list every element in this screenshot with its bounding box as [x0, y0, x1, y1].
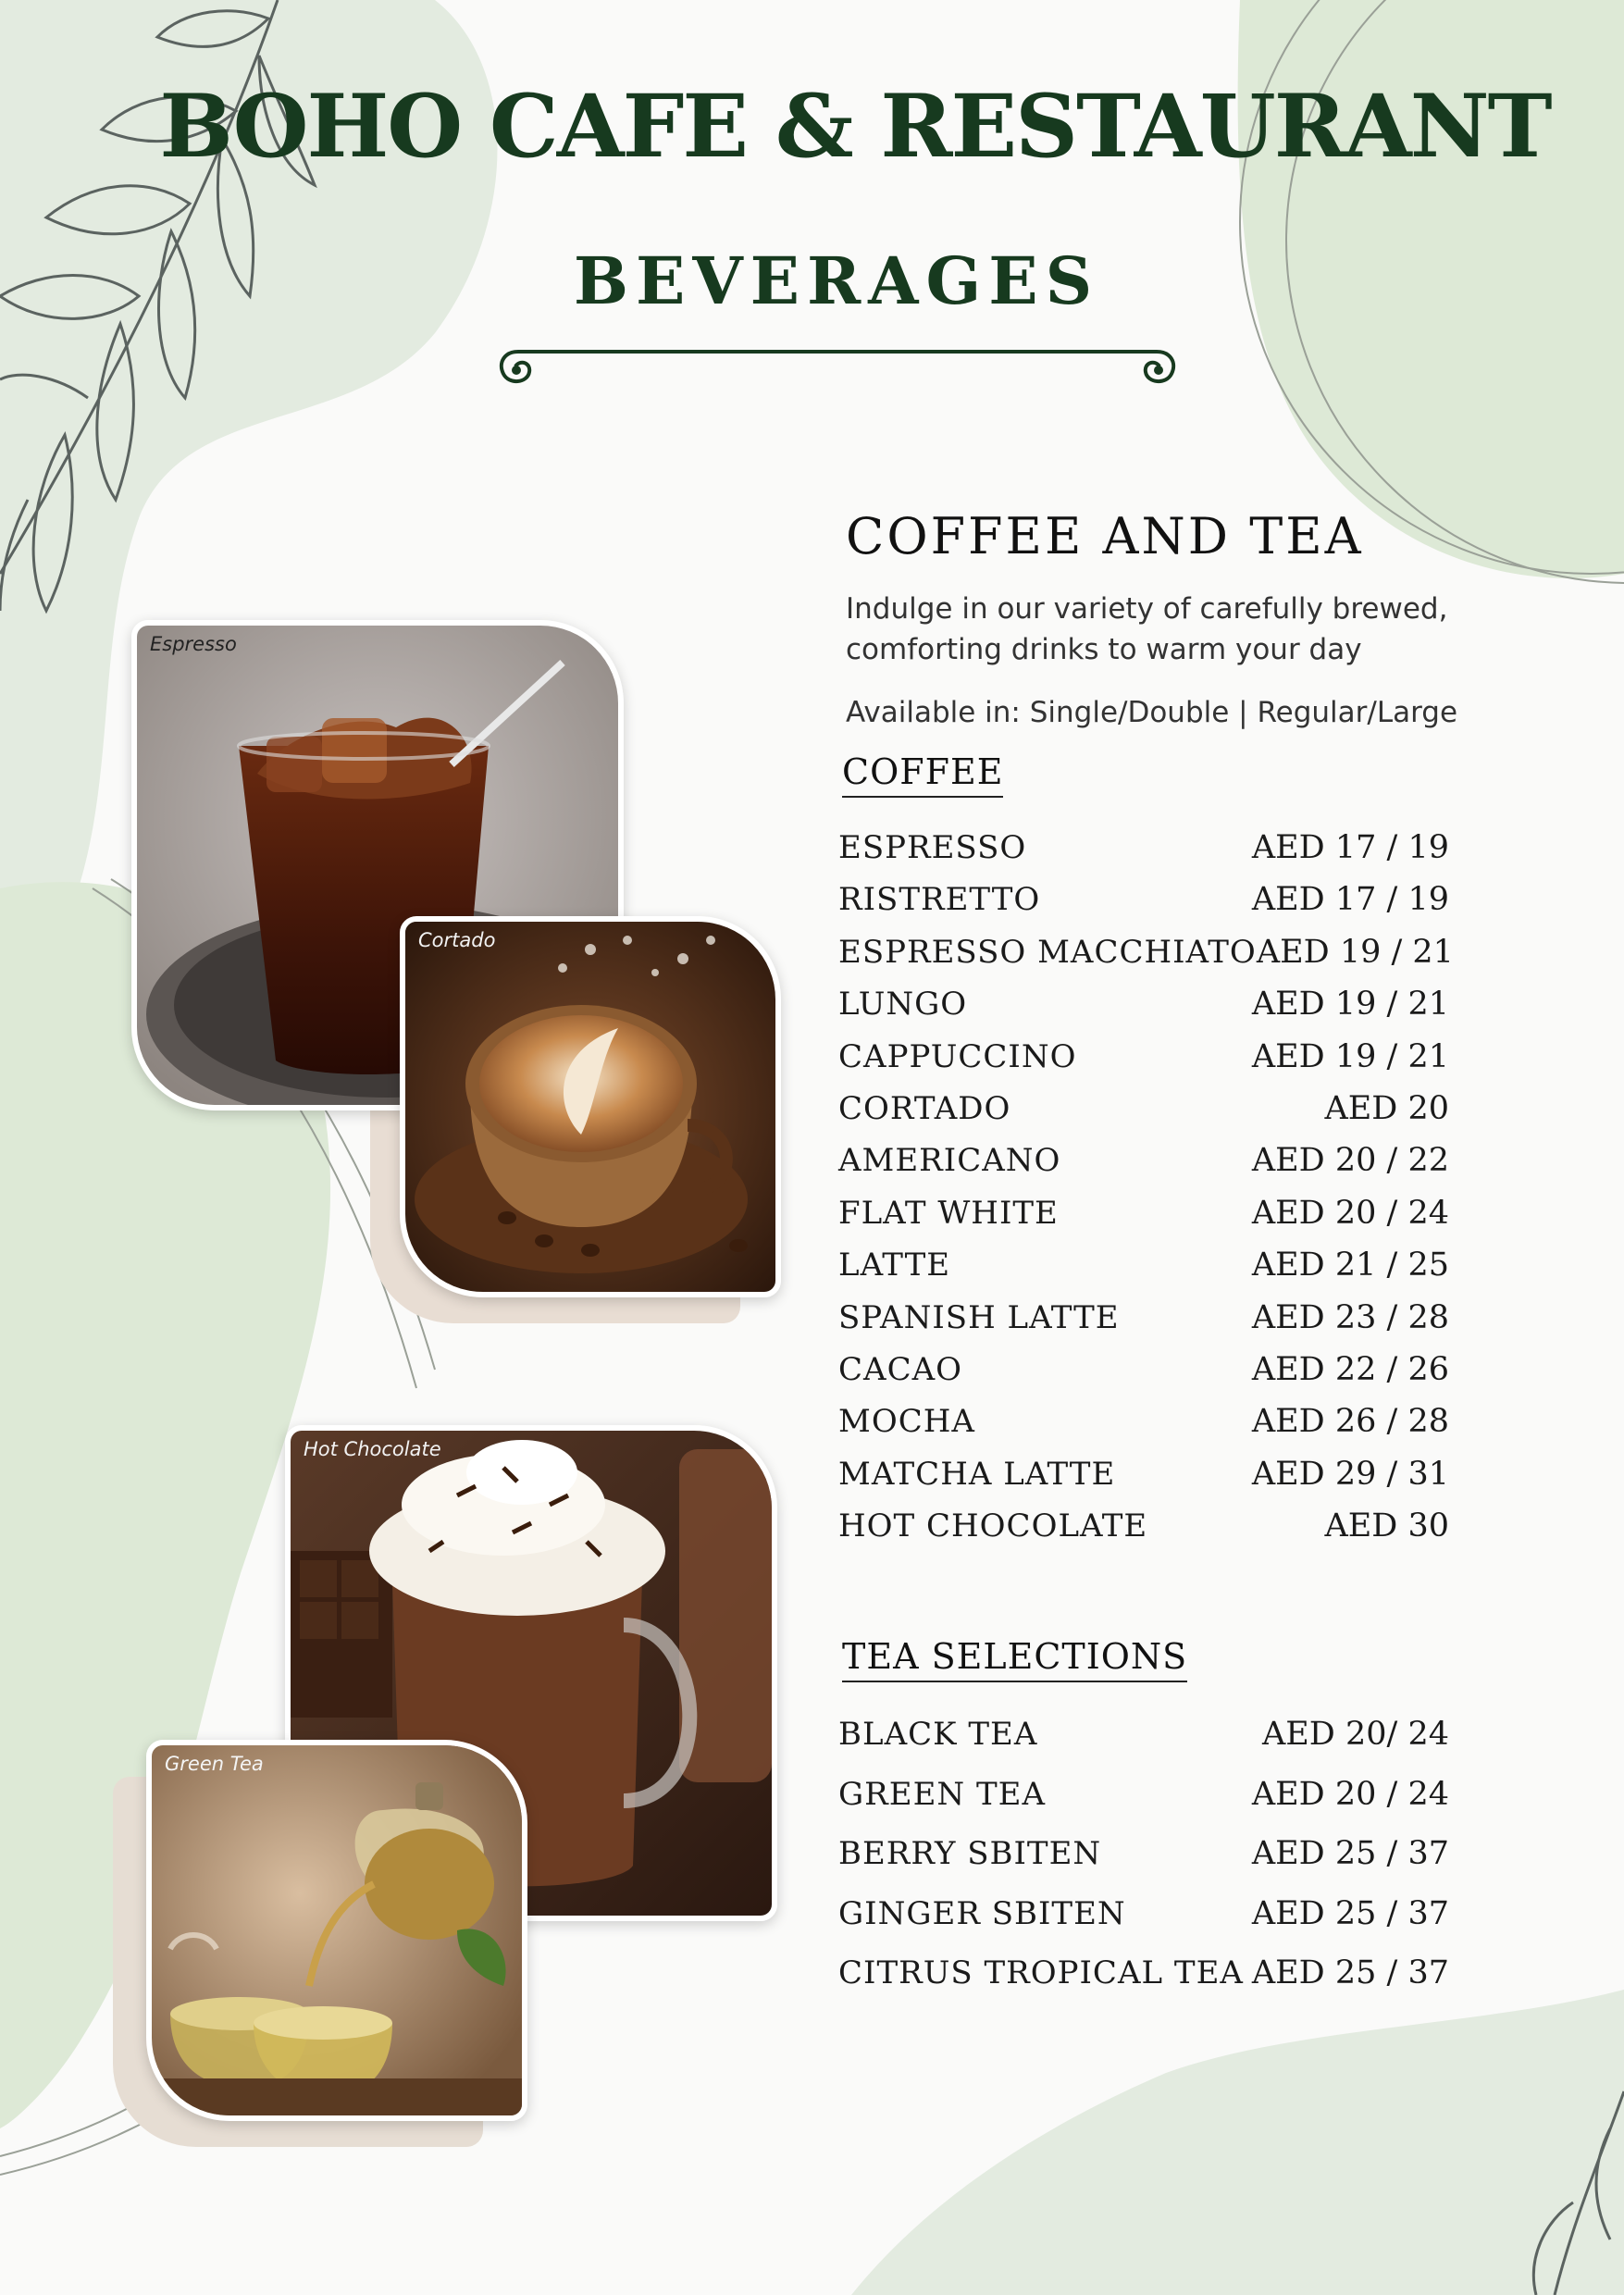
tea-menu-list — [838, 1705, 1449, 2003]
menu-item-price: AED 21 / 25 — [1251, 1247, 1449, 1284]
menu-item-price: AED 19 / 21 — [1256, 933, 1454, 971]
menu-item-price: AED 29 / 31 — [1251, 1455, 1449, 1493]
menu-item-price: AED 20 — [1324, 1089, 1449, 1127]
hot-chocolate-label: Hot Chocolate — [304, 1438, 441, 1460]
green-tea-pot-icon — [152, 1745, 522, 2115]
menu-item-name: CACAO — [838, 1350, 963, 1388]
menu-item-price: AED 25 / 37 — [1251, 1954, 1449, 1991]
menu-item-name: RISTRETTO — [838, 881, 1041, 919]
menu-item — [838, 1292, 1449, 1344]
menu-item-name: GINGER SBITEN — [838, 1894, 1126, 1932]
coffee-menu-list — [838, 822, 1454, 1552]
menu-item-price: AED 19 / 21 — [1251, 986, 1449, 1023]
menu-item — [838, 874, 1449, 925]
tea-category-title: TEA SELECTIONS — [842, 1636, 1187, 1682]
section-intro: Indulge in our variety of carefully brewed, comforting drinks to warm your day — [846, 592, 1448, 666]
section-heading: COFFEE AND TEA — [846, 507, 1364, 565]
menu-item-name: SPANISH LATTE — [838, 1298, 1120, 1336]
menu-item-name: HOT CHOCOLATE — [838, 1507, 1148, 1545]
menu-item — [838, 1187, 1449, 1239]
menu-item — [838, 1943, 1449, 2003]
menu-item-name: CITRUS TROPICAL TEA — [838, 1954, 1244, 1991]
menu-item-name: LATTE — [838, 1247, 951, 1284]
menu-item — [838, 1765, 1449, 1825]
menu-item — [838, 1824, 1449, 1884]
menu-item — [838, 1884, 1449, 1944]
restaurant-title: BOHO CAFE & RESTAURANT — [159, 76, 1551, 178]
divider-ornament — [490, 342, 1184, 393]
menu-item — [838, 1031, 1449, 1083]
menu-item — [838, 1344, 1449, 1396]
menu-item-name: CAPPUCCINO — [838, 1037, 1077, 1075]
green-tea-label: Green Tea — [165, 1753, 264, 1775]
cortado-photo — [400, 916, 781, 1297]
menu-item-price: AED 17 / 19 — [1251, 829, 1449, 866]
menu-item-name: MATCHA LATTE — [838, 1455, 1116, 1493]
menu-item-name: BLACK TEA — [838, 1716, 1038, 1753]
coffee-category-title: COFFEE — [842, 751, 1003, 798]
menu-item — [838, 1239, 1449, 1291]
menu-item-name: CORTADO — [838, 1089, 1011, 1127]
menu-item-name: LUNGO — [838, 986, 968, 1023]
menu-item-price: AED 22 / 26 — [1251, 1350, 1449, 1388]
menu-item-price: AED 25 / 37 — [1251, 1894, 1449, 1932]
cortado-label: Cortado — [418, 929, 496, 951]
menu-subtitle: BEVERAGES — [573, 242, 1100, 319]
menu-item-price: AED 20 / 24 — [1251, 1775, 1449, 1813]
menu-item-price: AED 26 / 28 — [1251, 1403, 1449, 1441]
menu-item-name: AMERICANO — [838, 1142, 1061, 1180]
menu-item — [838, 822, 1449, 874]
menu-item-name: GREEN TEA — [838, 1775, 1047, 1813]
menu-item-name: BERRY SBITEN — [838, 1835, 1102, 1872]
menu-item-name: ESPRESSO — [838, 829, 1027, 866]
menu-item-name: MOCHA — [838, 1403, 975, 1441]
menu-item — [838, 1135, 1449, 1186]
green-tea-photo — [146, 1740, 527, 2121]
menu-item-price: AED 20/ 24 — [1261, 1716, 1449, 1753]
menu-item — [838, 1705, 1449, 1765]
menu-item-price: AED 17 / 19 — [1251, 881, 1449, 919]
menu-item-price: AED 30 — [1324, 1507, 1449, 1545]
menu-item-price: AED 20 / 24 — [1251, 1194, 1449, 1232]
menu-item-price: AED 19 / 21 — [1251, 1037, 1449, 1075]
menu-item — [838, 1448, 1449, 1500]
menu-item-price: AED 25 / 37 — [1251, 1835, 1449, 1872]
espresso-label: Espresso — [150, 633, 237, 655]
menu-item-name: ESPRESSO MACCHIATO — [838, 933, 1257, 971]
menu-item-price: AED 23 / 28 — [1251, 1298, 1449, 1336]
latte-art-cup-icon — [405, 922, 775, 1292]
menu-item — [838, 1500, 1449, 1552]
menu-item — [838, 926, 1454, 978]
menu-item-name: FLAT WHITE — [838, 1194, 1059, 1232]
menu-item — [838, 1083, 1449, 1135]
availability-note: Available in: Single/Double | Regular/Large — [846, 696, 1458, 729]
menu-item — [838, 1396, 1449, 1447]
menu-item-price: AED 20 / 22 — [1251, 1142, 1449, 1180]
menu-item — [838, 978, 1449, 1030]
